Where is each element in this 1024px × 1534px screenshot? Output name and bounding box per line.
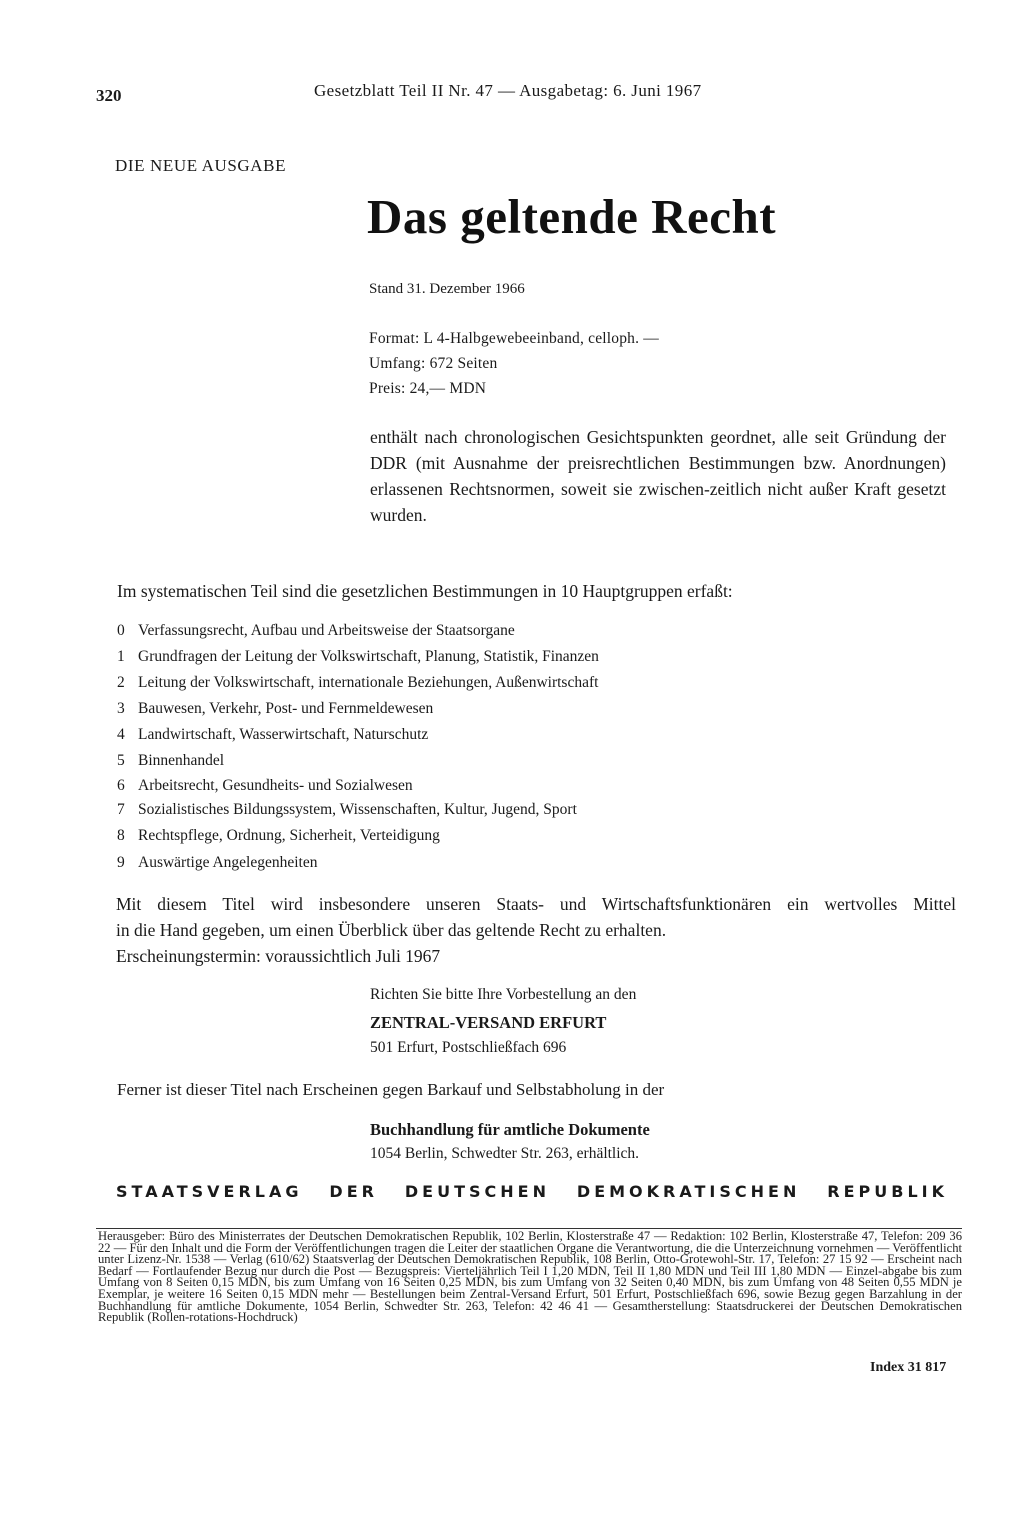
page-number: 320 bbox=[96, 86, 122, 105]
closing-line: in die Hand gegeben, um einen Überblick über das geltende Recht zu erhalten. bbox=[116, 920, 667, 940]
list-item bbox=[117, 700, 433, 718]
list-item bbox=[117, 674, 598, 692]
bookshop-name: Buchhandlung für amtliche Dokumente bbox=[370, 1120, 650, 1139]
group-label: Verfassungsrecht, Aufbau und Arbeitsweise der Staatsorgane bbox=[138, 622, 515, 639]
release-date: Erscheinungstermin: voraussichtlich Juli 1967 bbox=[116, 946, 441, 966]
list-item bbox=[117, 648, 599, 666]
list-item bbox=[117, 726, 428, 744]
closing-paragraph bbox=[116, 891, 956, 969]
list-item bbox=[117, 854, 317, 872]
group-label: Grundfragen der Leitung der Volkswirtschaft, Planung, Statistik, Finanzen bbox=[138, 648, 599, 665]
group-label: Auswärtige Angelegenheiten bbox=[138, 854, 318, 871]
groups-intro: Im systematischen Teil sind die gesetzlichen Bestimmungen in 10 Hauptgruppen erfaßt: bbox=[117, 581, 733, 601]
publisher-line: STAATSVERLAG DER DEUTSCHEN DEMOKRATISCHEN REPUBLIK bbox=[116, 1182, 948, 1201]
stand-date: Stand 31. Dezember 1966 bbox=[369, 281, 525, 297]
page-title: Das geltende Recht bbox=[367, 189, 777, 244]
list-item bbox=[117, 801, 577, 819]
list-item bbox=[117, 777, 413, 795]
group-label: Sozialistisches Bildungssystem, Wissenschaften, Kultur, Jugend, Sport bbox=[138, 801, 577, 818]
closing-line: Mit diesem Titel wird insbesondere unseren Staats- und Wirtschaftsfunktionären ein wertvolles Mittel bbox=[116, 894, 956, 914]
group-number: 8 bbox=[117, 827, 125, 844]
running-title: Gesetzblatt Teil II Nr. 47 — Ausgabetag: 6. Juni 1967 bbox=[314, 81, 702, 100]
imprint-block: Herausgeber: Büro des Ministerrates der Deutschen Demokratischen Republik, 102 Berlin, Klosterstraße 47 — Redaktion: 102 Berlin, Klosterstraße 47, Telefon: 209 36 22 — Für den Inhalt und die Form der Veröffentlichungen tragen die Leiter der staatlichen Organe die Verantwortung, die die Unterzeichnung vornehmen — Veröffentlicht unter Lizenz-Nr. 1538 — Verlag (610/62) Staatsverlag der Deutschen Demokratischen Republik, 108 Berlin, Otto-Grotewohl-Str. 17, Telefon: 27 15 92 — Erscheint nach Bedarf — Fortlaufender Bezug nur durch die Post — Bezugspreis: Vierteljährlich Teil I 1,20 MDN, Teil II 1,80 MDN und Teil III 1,80 MDN — Einzel-abgabe bis zum Umfang von 8 Seiten 0,15 MDN, bis zum Umfang von 16 Seiten 0,25 MDN, bis zum Umfang von 32 Seiten 0,40 MDN, bis zum Umfang von 48 Seiten 0,55 MDN je Exemplar, je weitere 16 Seiten 0,15 MDN mehr — Bestellungen beim Zentral-Versand Erfurt, 501 Erfurt, Postschließfach 696, sowie Bezug gegen Barzahlung in der Buchhandlung für amtliche Dokumente, 1054 Berlin, Schwedter Str. 263, Telefon: 42 46 41 — Gesamtherstellung: Staatsdruckerei der Deutschen Demokratischen Republik (Rollen-rotations-Hochdruck) bbox=[98, 1229, 962, 1325]
group-number: 4 bbox=[117, 726, 125, 743]
order-prompt: Richten Sie bitte Ihre Vorbestellung an den bbox=[370, 986, 637, 1003]
group-number: 2 bbox=[117, 674, 125, 691]
order-recipient: ZENTRAL-VERSAND ERFURT bbox=[370, 1013, 607, 1032]
group-number: 3 bbox=[117, 700, 125, 717]
index-number: Index 31 817 bbox=[870, 1360, 947, 1375]
group-number: 1 bbox=[117, 648, 125, 665]
group-number: 9 bbox=[117, 854, 125, 871]
group-label: Arbeitsrecht, Gesundheits- und Sozialwesen bbox=[138, 777, 413, 794]
group-label: Rechtspflege, Ordnung, Sicherheit, Verteidigung bbox=[138, 827, 440, 844]
group-number: 7 bbox=[117, 801, 125, 818]
group-label: Landwirtschaft, Wasserwirtschaft, Naturschutz bbox=[138, 726, 429, 743]
kicker-label: DIE NEUE AUSGABE bbox=[115, 156, 287, 175]
description-paragraph: enthält nach chronologischen Gesichtspunkten geordnet, alle seit Gründung der DDR (mit Ausnahme der preisrechtlichen Bestimmungen bzw. Anordnungen) erlassenen Rechtsnormen, soweit sie zwischen-zeitlich nicht außer Kraft gesetzt wurden. bbox=[370, 427, 946, 525]
group-number: 5 bbox=[117, 752, 125, 769]
spec-format: Format: L 4-Halbgewebeeinband, celloph. — bbox=[369, 330, 659, 347]
group-label: Binnenhandel bbox=[138, 752, 225, 769]
bookshop-address: 1054 Berlin, Schwedter Str. 263, erhältlich. bbox=[370, 1145, 640, 1162]
group-number: 6 bbox=[117, 777, 125, 794]
list-item bbox=[117, 752, 224, 770]
group-label: Leitung der Volkswirtschaft, internationale Beziehungen, Außenwirtschaft bbox=[138, 674, 599, 691]
group-label: Bauwesen, Verkehr, Post- und Fernmeldewesen bbox=[138, 700, 434, 717]
group-number: 0 bbox=[117, 622, 125, 639]
further-availability: Ferner ist dieser Titel nach Erscheinen gegen Barkauf und Selbstabholung in der bbox=[117, 1080, 665, 1099]
list-item bbox=[117, 827, 440, 845]
spec-umfang: Umfang: 672 Seiten bbox=[369, 355, 498, 372]
list-item bbox=[117, 622, 515, 640]
order-address: 501 Erfurt, Postschließfach 696 bbox=[370, 1039, 567, 1056]
spec-preis: Preis: 24,— MDN bbox=[369, 380, 487, 397]
